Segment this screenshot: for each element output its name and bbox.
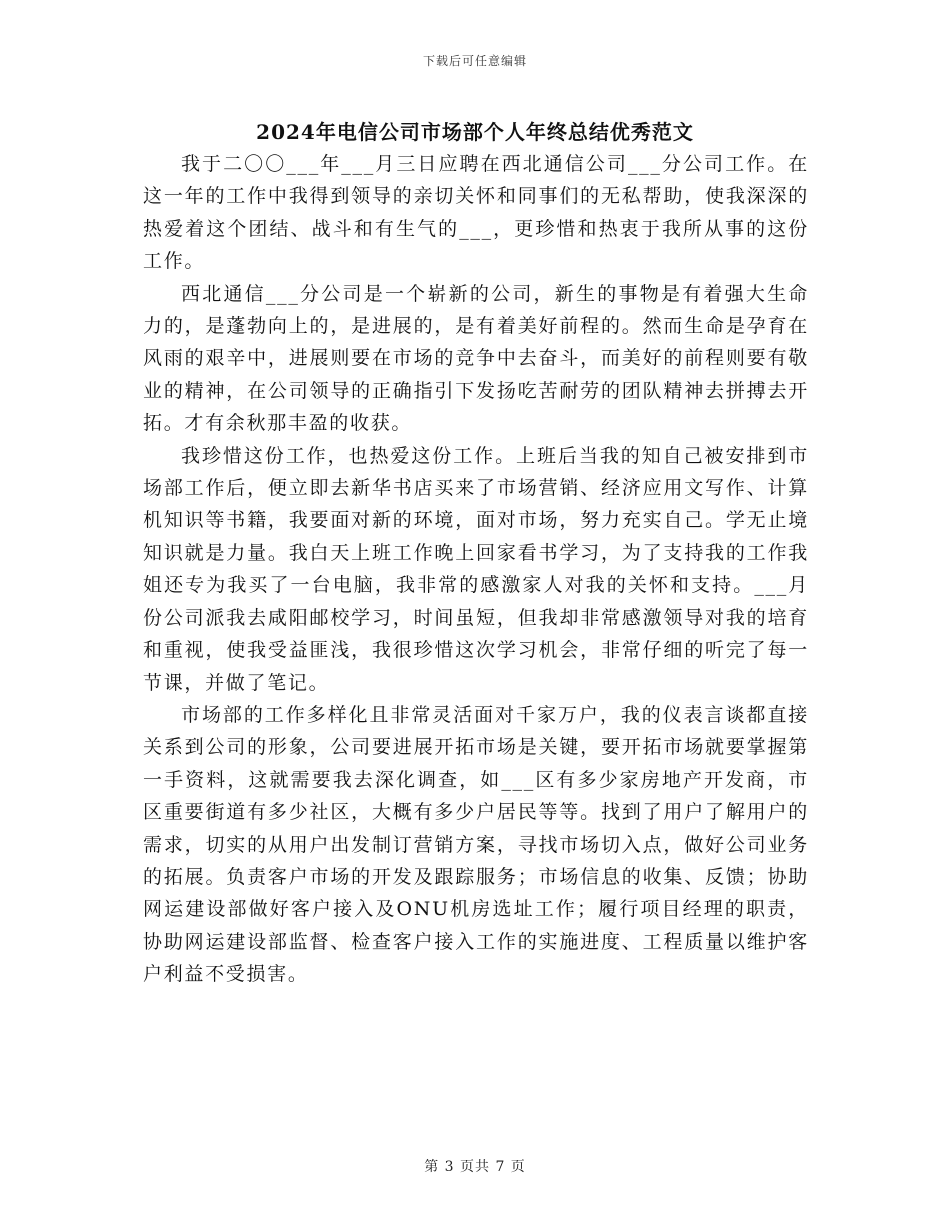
document-title: 2024年电信公司市场部个人年终总结优秀范文 (256, 120, 694, 144)
paragraph-4: 市场部的工作多样化且非常灵活面对千家万户，我的仪表言谈都直接关系到公司的形象，公司要进展开拓市场是关键，要开拓市场就要掌握第一手资料，这就需要我去深化调查，如___区有多少家房地产开发商，市区重要街道有多少社区，大概有多少户居民等等。找到了用户了解用户的需求，切实的从用户出发制订营销方案，寻找市场切入点，做好公司业务的拓展。负责客户市场的开发及跟踪服务；市场信息的收集、反馈；协助网运建设部做好客户接入及ONU机房选址工作；履行项目经理的职责，协助网运建设部监督、检查客户接入工作的实施进度、工程质量以维护客户利益不受损害。 (143, 703, 809, 986)
page-header-note: 下载后可任意编辑 (422, 54, 527, 68)
page-number: 第 3 页共 7 页 (424, 1159, 526, 1175)
paragraph-1: 我于二〇〇___年___月三日应聘在西北通信公司___分公司工作。在这一年的工作中我得到领导的亲切关怀和同事们的无私帮助，使我深深的热爱着这个团结、战斗和有生气的___，更珍惜和热衷于我所从事的这份工作。 (143, 153, 809, 273)
paragraph-3: 我珍惜这份工作，也热爱这份工作。上班后当我的知自己被安排到市场部工作后，便立即去新华书店买来了市场营销、经济应用文写作、计算机知识等书籍，我要面对新的环境，面对市场，努力充实自己。学无止境知识就是力量。我白天上班工作晚上回家看书学习，为了支持我的工作我姐还专为我买了一台电脑，我非常的感激家人对我的关怀和支持。___月份公司派我去咸阳邮校学习，时间虽短，但我却非常感激领导对我的培育和重视，使我受益匪浅，我很珍惜这次学习机会，非常仔细的听完了每一节课，并做了笔记。 (143, 444, 809, 694)
document-body (143, 148, 809, 991)
paragraph-2: 西北通信___分公司是一个崭新的公司，新生的事物是有着强大生命力的，是蓬勃向上的，是进展的，是有着美好前程的。然而生命是孕育在风雨的艰辛中，进展则要在市场的竞争中去奋斗，而美好的前程则要有敬业的精神，在公司领导的正确指引下发扬吃苦耐劳的团队精神去拼搏去开拓。才有余秋那丰盈的收获。 (143, 282, 809, 435)
